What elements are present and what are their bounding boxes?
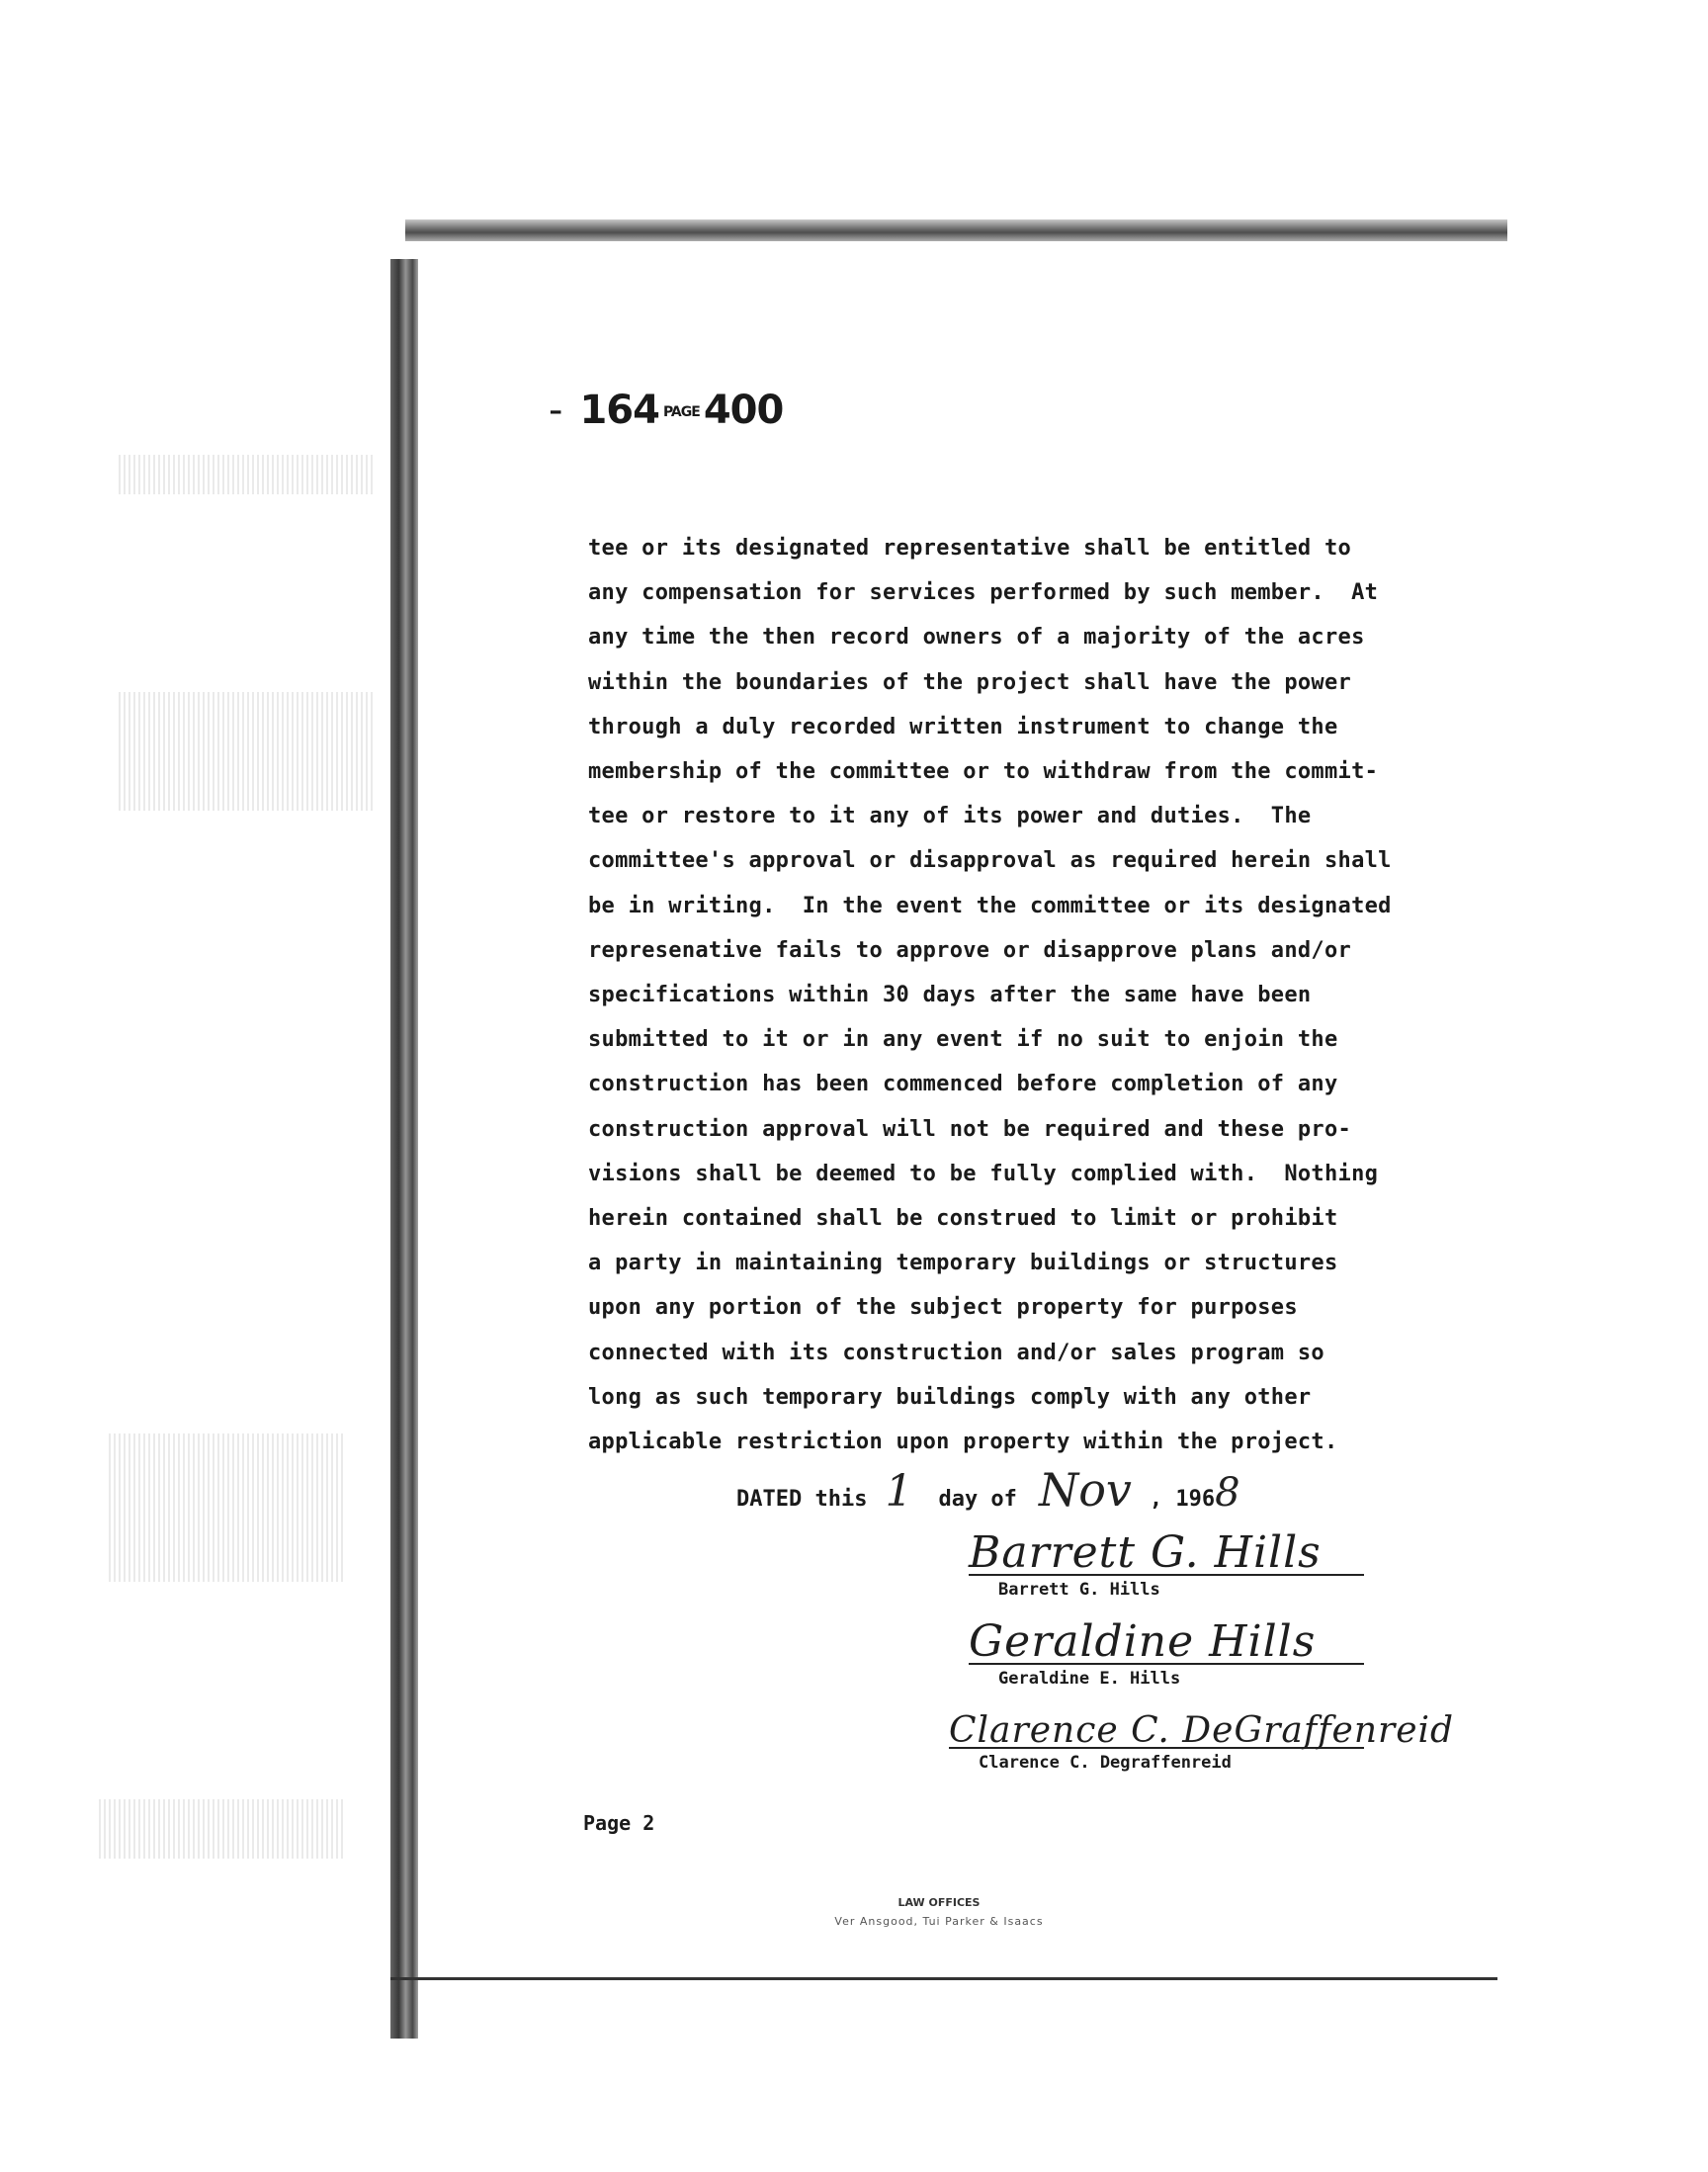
body-line: connected with its construction and/or sales program so [588, 1340, 1324, 1365]
body-line: construction approval will not be required and these pro- [588, 1116, 1352, 1142]
law-offices-imprint [751, 1896, 1127, 1928]
body-line: construction has been commenced before completion of any [588, 1072, 1338, 1097]
body-line: within the boundaries of the project shall have the power [588, 669, 1352, 695]
body-line: tee or restore to it any of its power and duties. The [588, 804, 1312, 829]
bottom-rule [390, 1977, 1497, 1980]
body-line: membership of the committee or to withdraw from the commit- [588, 759, 1379, 785]
body-line: be in writing. In the event the committee or its designated [588, 893, 1392, 918]
law-offices-title: LAW OFFICES [897, 1896, 981, 1909]
dated-year-prefix: , 196 [1149, 1487, 1216, 1512]
page-label: Page 2 [583, 1811, 655, 1835]
signature-block-3 [949, 1710, 1454, 1773]
book-page-reference: - 164 PAGE 400 [549, 388, 784, 433]
book-number: 164 [579, 388, 659, 433]
handwritten-year-digit: 8 [1215, 1470, 1240, 1516]
body-line: any time the then record owners of a majority of the acres [588, 625, 1365, 651]
dated-line [736, 1463, 1240, 1517]
signature-block-1 [969, 1527, 1364, 1600]
handwritten-signature: Clarence C. DeGraffenreid [949, 1710, 1455, 1751]
body-line: specifications within 30 days after the same have been [588, 983, 1312, 1008]
signature-block-2 [969, 1616, 1364, 1689]
handwritten-month: Nov [1038, 1463, 1132, 1517]
body-line: long as such temporary buildings comply with any other [588, 1384, 1312, 1410]
dated-day-of: day of [938, 1487, 1017, 1512]
body-line: submitted to it or in any event if no suit to enjoin the [588, 1027, 1338, 1053]
scan-noise [119, 455, 376, 494]
body-line: applicable restriction upon property within the project. [588, 1430, 1338, 1455]
scan-noise [109, 1434, 346, 1582]
signatory-name: Geraldine E. Hills [998, 1669, 1181, 1689]
body-line: a party in maintaining temporary buildings or structures [588, 1251, 1338, 1276]
scan-noise [119, 692, 376, 811]
body-line: upon any portion of the subject property for purposes [588, 1295, 1298, 1321]
body-line: tee or its designated representative shall be entitled to [588, 536, 1352, 561]
signatory-name: Clarence C. Degraffenreid [979, 1753, 1232, 1773]
body-line: represenative fails to approve or disapprove plans and/or [588, 937, 1352, 963]
book-page-separator: PAGE [662, 404, 700, 420]
dated-prefix: DATED this [736, 1487, 868, 1512]
body-line: any compensation for services performed by such member. At [588, 580, 1379, 606]
law-firm-name: Ver Ansgood, Tui Parker & Isaacs [834, 1915, 1044, 1928]
handwritten-signature: Geraldine Hills [969, 1616, 1317, 1667]
handwritten-signature: Barrett G. Hills [969, 1527, 1322, 1578]
signatory-name: Barrett G. Hills [998, 1580, 1160, 1600]
handwritten-day: 1 [885, 1466, 913, 1517]
body-line: herein contained shall be construed to limit or prohibit [588, 1206, 1338, 1232]
body-line: visions shall be deemed to be fully complied with. Nothing [588, 1161, 1379, 1186]
page-number-ref: 400 [703, 388, 784, 433]
scan-top-edge [405, 219, 1507, 241]
scan-noise [99, 1799, 346, 1859]
body-line: through a duly recorded written instrument to change the [588, 714, 1338, 739]
document-body [588, 526, 1423, 1464]
body-line: committee's approval or disapproval as required herein shall [588, 848, 1392, 874]
scan-binding-edge [390, 259, 418, 2039]
